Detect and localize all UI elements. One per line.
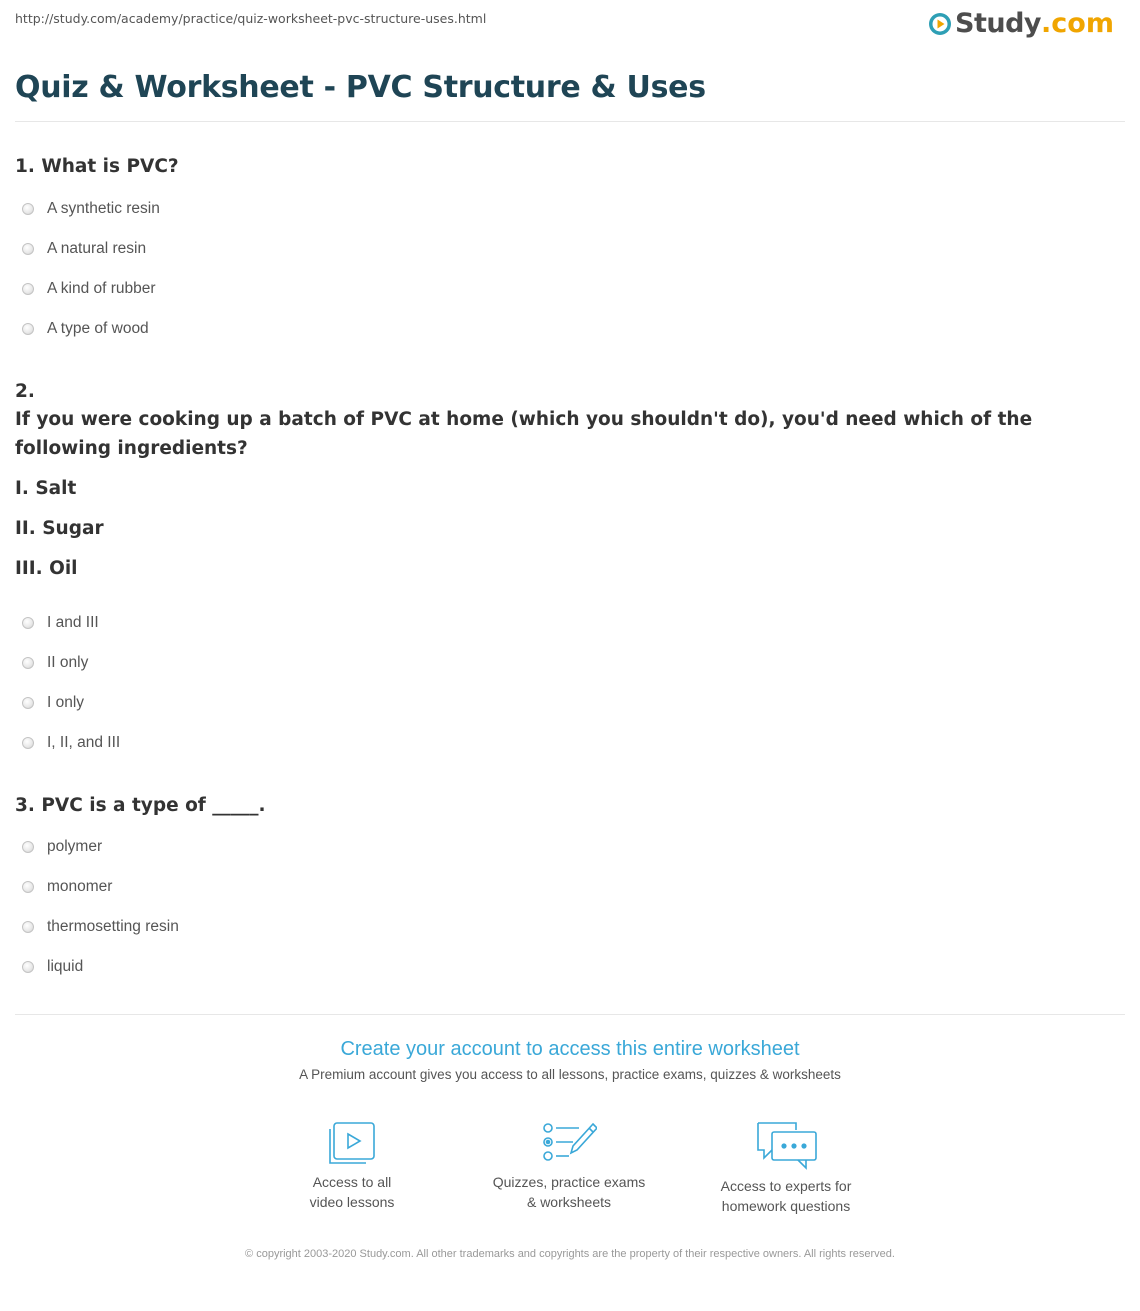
feature-text-line: homework questions [721, 1198, 851, 1214]
answer-option[interactable] [22, 915, 179, 939]
radio-button[interactable] [22, 697, 34, 709]
page-url: http://study.com/academy/practice/quiz-worksheet-pvc-structure-uses.html [15, 11, 487, 26]
play-icon [928, 12, 952, 36]
option-label: liquid [47, 958, 84, 975]
answer-option[interactable] [22, 875, 112, 899]
video-lesson-icon [326, 1120, 378, 1166]
radio-button[interactable] [22, 921, 34, 933]
answer-option[interactable] [22, 237, 146, 261]
page-title: Quiz & Worksheet - PVC Structure & Uses [15, 70, 706, 105]
cta-title-link[interactable]: Create your account to access this entire worksheet [340, 1038, 800, 1060]
radio-button[interactable] [22, 243, 34, 255]
chat-bubbles-icon [754, 1120, 818, 1170]
question-2-item: I. Salt [15, 478, 77, 499]
radio-button[interactable] [22, 283, 34, 295]
option-label: I and III [47, 614, 99, 631]
option-label: I only [47, 694, 85, 711]
copyright-notice: © copyright 2003-2020 Study.com. All other trademarks and copyrights are the property of their respective owners. All rights reserved. [245, 1248, 895, 1260]
option-label: A synthetic resin [47, 200, 160, 217]
radio-button[interactable] [22, 323, 34, 335]
question-2-text: If you were cooking up a batch of PVC at home (which you shouldn't do), you'd need which of the following ingredients? [15, 409, 1033, 459]
feature-text-line: video lessons [309, 1194, 395, 1210]
radio-button[interactable] [22, 203, 34, 215]
radio-button[interactable] [22, 657, 34, 669]
option-label: thermosetting resin [47, 918, 179, 935]
question-2-number: 2. [15, 381, 35, 402]
option-label: monomer [47, 878, 113, 895]
question-3-text: 3. PVC is a type of _____. [15, 795, 266, 816]
option-label: II only [47, 654, 89, 671]
answer-option[interactable] [22, 277, 156, 301]
cta-subtitle: A Premium account gives you access to all lessons, practice exams, quizzes & worksheets [299, 1067, 841, 1082]
option-label: polymer [47, 838, 103, 855]
feature-text-line: Access to all [312, 1174, 392, 1190]
divider [15, 1014, 1125, 1015]
answer-option[interactable] [22, 317, 149, 341]
feature-text-line: Access to experts for [720, 1178, 852, 1194]
question-2-item: III. Oil [15, 558, 78, 579]
radio-button[interactable] [22, 961, 34, 973]
answer-option[interactable] [22, 691, 84, 715]
feature-quizzes [459, 1120, 679, 1212]
divider [15, 121, 1125, 122]
answer-option[interactable] [22, 731, 120, 755]
radio-button[interactable] [22, 617, 34, 629]
feature-text-line: & worksheets [526, 1194, 612, 1210]
radio-button[interactable] [22, 737, 34, 749]
option-label: A kind of rubber [47, 280, 156, 297]
question-2-item: II. Sugar [15, 518, 104, 539]
feature-experts [676, 1120, 896, 1216]
logo-suffix: .com [1041, 8, 1114, 39]
study-logo[interactable] [928, 8, 1114, 40]
radio-button[interactable] [22, 841, 34, 853]
feature-video-lessons [242, 1120, 462, 1212]
option-label: A type of wood [47, 320, 149, 337]
answer-option[interactable] [22, 835, 102, 859]
answer-option[interactable] [22, 611, 99, 635]
logo-text: Study [955, 8, 1042, 39]
option-label: I, II, and III [47, 734, 121, 751]
feature-text-line: Quizzes, practice exams [492, 1174, 646, 1190]
option-label: A natural resin [47, 240, 147, 257]
radio-button[interactable] [22, 881, 34, 893]
question-1-text: 1. What is PVC? [15, 156, 179, 177]
answer-option[interactable] [22, 955, 83, 979]
answer-option[interactable] [22, 651, 88, 675]
answer-option[interactable] [22, 197, 160, 221]
quiz-checklist-icon [541, 1120, 597, 1166]
